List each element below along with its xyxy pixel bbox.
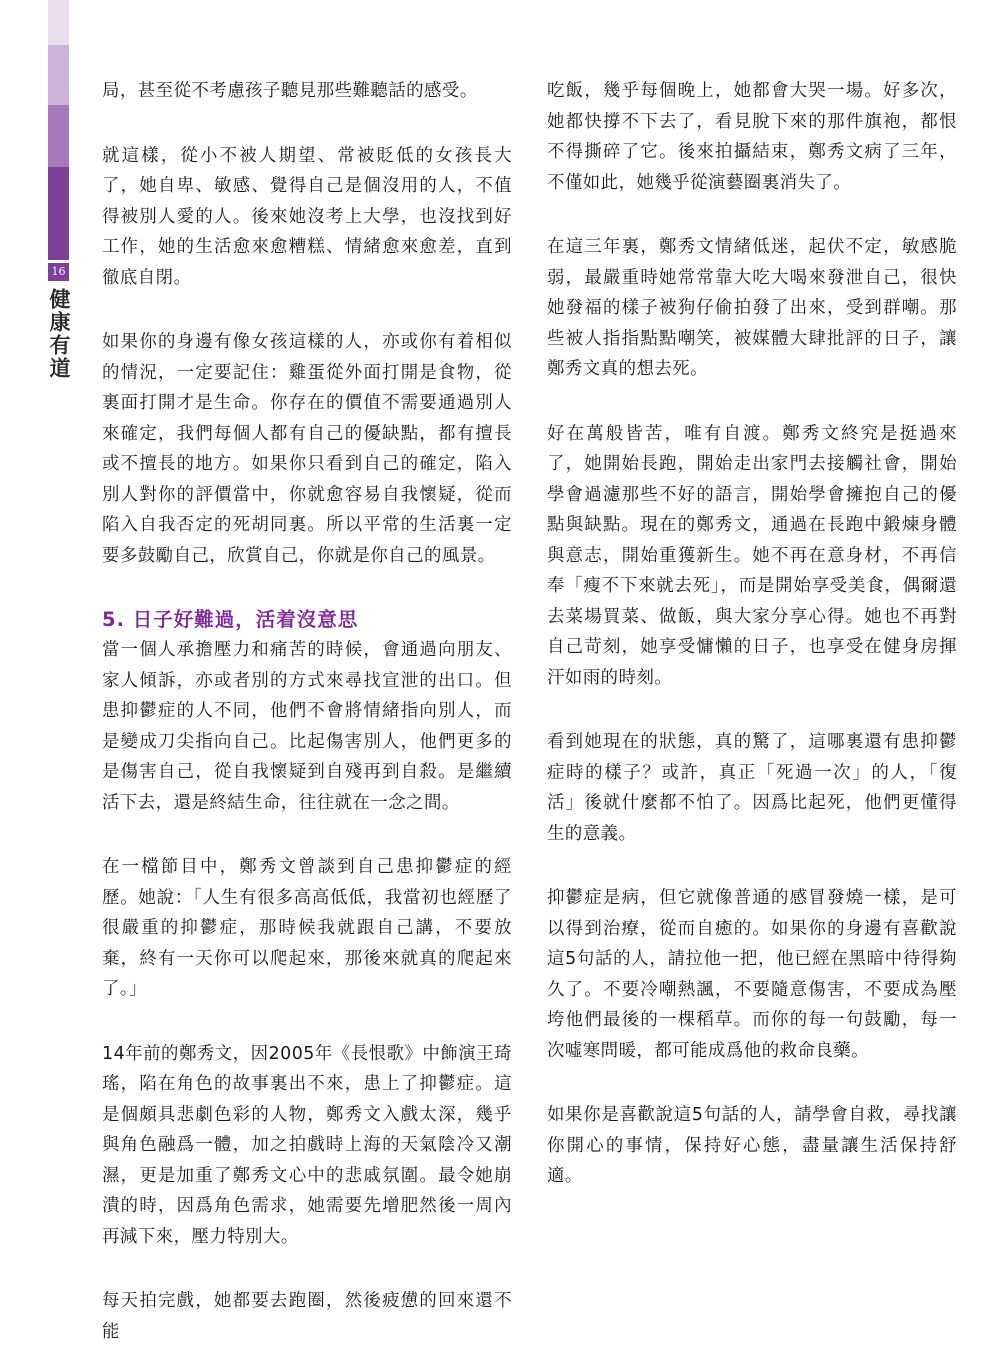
left-paragraph-2: 就這樣，從小不被人期望、常被貶低的女孩長大了，她自卑、敏感、覺得自己是個沒用的人，不值得被別人愛的人。後來她沒考上大學，也沒找到好工作，她的生活愈來愈糟糕、情緒愈來愈差，直到徹底自閉。 bbox=[102, 145, 512, 288]
page-number: 16 bbox=[48, 263, 69, 281]
left-paragraph-3: 如果你的身邊有像女孩這樣的人，亦或你有着相似的情況，一定要記住：雞蛋從外面打開是食物，從裏面打開才是生命。你存在的價值不需要通過別人來確定，我們每個人都有自己的優缺點，都有擅長或不擅長的地方。如果你只看到自己的確定，陷入別人對你的評價當中，你就愈容易自我懷疑，從而陷入自我否定的死胡同裏。所以平常的生活裏一定要多鼓勵自己，欣賞自己，你就是你自己的風景。 bbox=[102, 332, 512, 566]
right-paragraph-5: 抑鬱症是病，但它就像普通的感冒發燒一樣，是可以得到治療，從而自癒的。如果你的身邊有喜歡說這5句話的人，請拉他一把，他已經在黑暗中待得夠久了。不要冷嘲熱諷，不要隨意傷害，不要成為壓垮他們最後的一棵稻草。而你的每一句鼓勵，每一次噓寒問暖，都可能成爲他的救命良藥。 bbox=[547, 888, 957, 1061]
right-column bbox=[547, 76, 957, 1192]
section-heading: 5. 日子好難過，活着沒意思 bbox=[102, 608, 359, 631]
right-paragraph-6: 如果你是喜歡說這5句話的人，請學會自救，尋找讓你開心的事情，保持好心態，盡量讓生活保持舒適。 bbox=[547, 1105, 957, 1186]
right-paragraph-3: 好在萬般皆苦，唯有自渡。鄭秀文終究是挺過來了，她開始長跑，開始走出家門去接觸社會，開始學會過濾那些不好的語言，開始學會擁抱自己的優點與缺點。現在的鄭秀文，通過在長跑中鍛煉身體與意志，開始重獲新生。她不再在意身材，不再信奉「瘦不下來就去死」，而是開始享受美食，偶爾還去菜場買菜、做飯，與大家分享心得。她也不再對自己苛刻，她享受慵懶的日子，也享受在健身房揮汗如雨的時刻。 bbox=[547, 423, 957, 688]
left-paragraph-1: 局，甚至從不考慮孩子聽見那些難聽話的感受。 bbox=[102, 81, 478, 101]
sidebar-band-medium bbox=[48, 105, 69, 167]
right-paragraph-1: 吃飯，幾乎每個晚上，她都會大哭一場。好多次，她都快撐不下去了，看見脫下來的那件旗袍，都恨不得撕碎了它。後來拍攝結束，鄭秀文病了三年，不僅如此，她幾乎從演藝圈裏消失了。 bbox=[547, 81, 957, 193]
left-paragraph-4: 當一個人承擔壓力和痛苦的時候，會通過向朋友、家人傾訴，亦或者別的方式來尋找宣泄的出口。但患抑鬱症的人不同，他們不會將情緒指向別人，而是變成刀尖指向自己。比起傷害別人，他們更多的是傷害自己，從自我懷疑到自殘再到自殺。是繼續活下去，還是終結生命，往往就在一念之間。 bbox=[102, 640, 512, 813]
sidebar-color-bar bbox=[48, 0, 69, 260]
right-paragraph-2: 在這三年裏，鄭秀文情緒低迷，起伏不定，敏感脆弱，最嚴重時她常常靠大吃大喝來發泄自己，很快她發福的樣子被狗仔偷拍發了出來，受到群嘲。那些被人指指點點嘲笑，被媒體大肆批評的日子，讓鄭秀文真的想去死。 bbox=[547, 237, 957, 379]
left-paragraph-7: 每天拍完戲，她都要去跑圈，然後疲憊的回來還不能 bbox=[102, 1291, 512, 1342]
right-paragraph-4: 看到她現在的狀態，真的驚了，這哪裏還有患抑鬱症時的樣子？或許，真正「死過一次」的人，「復活」後就什麼都不怕了。因爲比起死，他們更懂得生的意義。 bbox=[547, 732, 957, 844]
left-paragraph-5: 在一檔節目中，鄭秀文曾談到自己患抑鬱症的經歷。她說：「人生有很多高高低低，我當初也經歷了很嚴重的抑鬱症，那時候我就跟自己講，不要放棄，終有一天你可以爬起來，那後來就真的爬起來了。」 bbox=[102, 857, 512, 999]
section-title-vertical: 健康有道 bbox=[47, 288, 72, 380]
left-column bbox=[102, 76, 512, 1347]
sidebar-band-mid bbox=[48, 45, 69, 105]
sidebar-band-light bbox=[48, 0, 69, 45]
sidebar-band-dark bbox=[48, 167, 69, 260]
left-paragraph-6: 14年前的鄭秀文，因2005年《長恨歌》中飾演王琦瑤，陷在角色的故事裏出不來，患上了抑鬱症。這是個頗具悲劇色彩的人物，鄭秀文入戲太深，幾乎與角色融爲一體，加之拍戲時上海的天氣陰冷又潮濕，更是加重了鄭秀文心中的悲戚氛圍。最令她崩潰的時，因爲角色需求，她需要先增肥然後一周內再減下來，壓力特別大。 bbox=[102, 1043, 512, 1247]
